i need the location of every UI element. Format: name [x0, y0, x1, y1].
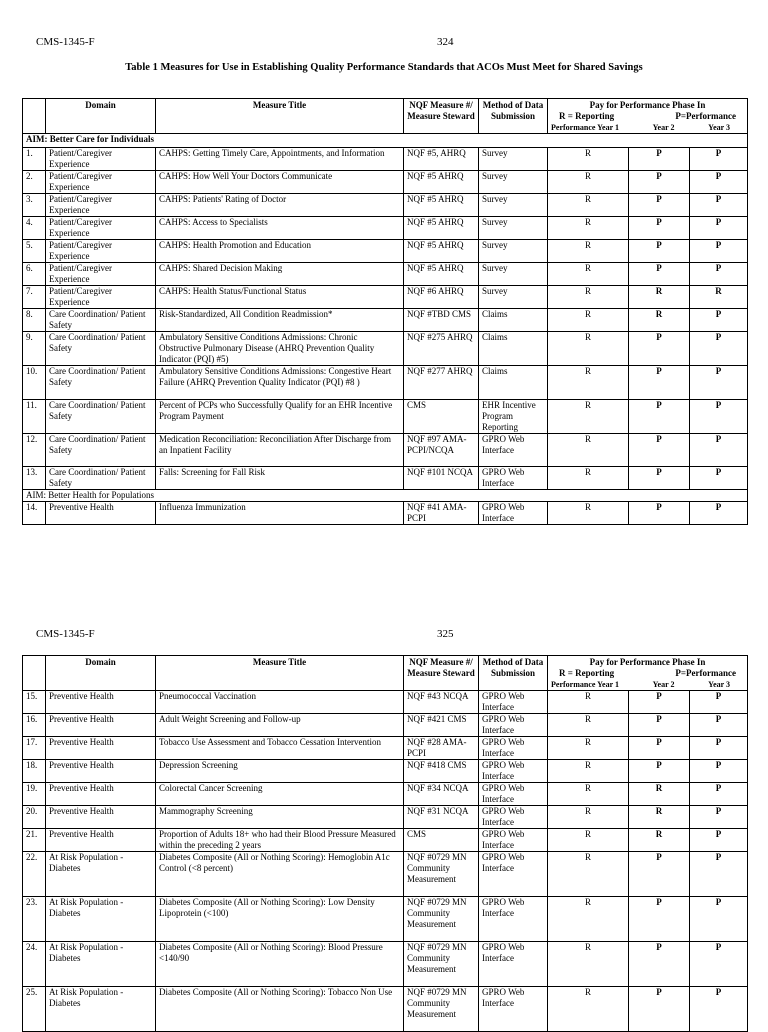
row-number: 13. [23, 467, 46, 490]
domain-header: Domain [46, 656, 156, 691]
table-row [23, 714, 748, 737]
year3-cell: P [690, 263, 748, 286]
year1-cell: R [548, 194, 629, 217]
year1-cell: R [548, 714, 629, 737]
table-row [23, 897, 748, 942]
year3-cell: P [690, 829, 748, 852]
year1-cell: R [548, 400, 629, 434]
year2-cell: P [629, 987, 690, 1032]
row-number: 19. [23, 783, 46, 806]
table-row [23, 332, 748, 366]
row-number: 15. [23, 691, 46, 714]
table-row [23, 502, 748, 525]
year1-cell: R [548, 502, 629, 525]
year2-cell: P [629, 194, 690, 217]
year2-cell: P [629, 760, 690, 783]
year3-cell: P [690, 400, 748, 434]
row-number: 1. [23, 148, 46, 171]
measure-title-cell: CAHPS: Health Promotion and Education [156, 240, 404, 263]
measures-table-page-2 [22, 655, 748, 1032]
pfp-p-legend: P=Performance [675, 111, 737, 121]
year1-cell: R [548, 806, 629, 829]
method-cell: GPRO Web Interface [479, 806, 548, 829]
nqf-cell: NQF #5 AHRQ [404, 263, 479, 286]
year2-label: Year 2 [652, 123, 675, 132]
year3-cell: P [690, 714, 748, 737]
year1-cell: R [548, 737, 629, 760]
row-number: 18. [23, 760, 46, 783]
domain-cell: At Risk Population - Diabetes [46, 852, 156, 897]
table-header-row-page-2 [23, 656, 748, 691]
year3-cell: P [690, 806, 748, 829]
year1-cell: R [548, 760, 629, 783]
table-row [23, 783, 748, 806]
row-number: 6. [23, 263, 46, 286]
year3-cell: P [690, 737, 748, 760]
year1-cell: R [548, 852, 629, 897]
year3-label: Year 3 [708, 680, 731, 689]
nqf-cell: NQF #5 AHRQ [404, 171, 479, 194]
year1-cell: R [548, 829, 629, 852]
measure-title-cell: CAHPS: Health Status/Functional Status [156, 286, 404, 309]
table-row [23, 366, 748, 400]
measure-title-cell: Depression Screening [156, 760, 404, 783]
table-title: Table 1 Measures for Use in Establishing Quality Performance Standards that ACOs Must Meet for Shared Savings [125, 62, 643, 73]
table-row [23, 987, 748, 1032]
nqf-cell: NQF #TBD CMS [404, 309, 479, 332]
table-row [23, 737, 748, 760]
year2-cell: P [629, 217, 690, 240]
measure-title-cell: Risk-Standardized, All Condition Readmission* [156, 309, 404, 332]
table-row [23, 309, 748, 332]
year1-cell: R [548, 987, 629, 1032]
year2-cell: P [629, 897, 690, 942]
nqf-cell: NQF #6 AHRQ [404, 286, 479, 309]
table-row [23, 852, 748, 897]
method-cell: Survey [479, 171, 548, 194]
year1-cell: R [548, 148, 629, 171]
row-number: 24. [23, 942, 46, 987]
pfp-title: Pay for Performance Phase In [589, 100, 706, 110]
measure-title-cell: Mammography Screening [156, 806, 404, 829]
year3-cell: P [690, 332, 748, 366]
domain-cell: At Risk Population - Diabetes [46, 987, 156, 1032]
year1-cell: R [548, 691, 629, 714]
table-row [23, 760, 748, 783]
domain-cell: Preventive Health [46, 783, 156, 806]
year2-cell: P [629, 714, 690, 737]
row-number: 5. [23, 240, 46, 263]
row-number: 2. [23, 171, 46, 194]
aim-row [23, 134, 748, 148]
year1-cell: R [548, 366, 629, 400]
nqf-cell: NQF #34 NCQA [404, 783, 479, 806]
year2-cell: P [629, 691, 690, 714]
pfp-p-legend: P=Performance [675, 668, 737, 678]
method-cell: GPRO Web Interface [479, 737, 548, 760]
method-cell: Survey [479, 263, 548, 286]
method-cell: Survey [479, 240, 548, 263]
row-number: 11. [23, 400, 46, 434]
method-cell: GPRO Web Interface [479, 987, 548, 1032]
row-number: 16. [23, 714, 46, 737]
measure-title-cell: Ambulatory Sensitive Conditions Admissions: Congestive Heart Failure (AHRQ Prevention Quality Indicator (PQI) #8 ) [156, 366, 404, 400]
year2-cell: P [629, 240, 690, 263]
year2-cell: R [629, 286, 690, 309]
nqf-cell: NQF #418 CMS [404, 760, 479, 783]
measure-title-cell: Falls: Screening for Fall Risk [156, 467, 404, 490]
aim-better-care: AIM: Better Care for Individuals [23, 134, 748, 148]
table-row [23, 263, 748, 286]
year3-cell: P [690, 434, 748, 467]
pfp-title: Pay for Performance Phase In [589, 657, 706, 667]
domain-cell: Care Coordination/ Patient Safety [46, 467, 156, 490]
domain-cell: Patient/Caregiver Experience [46, 171, 156, 194]
method-cell: GPRO Web Interface [479, 434, 548, 467]
nqf-cell: NQF #31 NCQA [404, 806, 479, 829]
domain-cell: Patient/Caregiver Experience [46, 263, 156, 286]
measure-title-cell: Diabetes Composite (All or Nothing Scoring): Low Density Lipoprotein (<100) [156, 897, 404, 942]
year2-cell: P [629, 434, 690, 467]
method-cell: GPRO Web Interface [479, 502, 548, 525]
page-number: 324 [437, 36, 454, 48]
year1-cell: R [548, 434, 629, 467]
measure-title-header: Measure Title [156, 656, 404, 691]
domain-cell: Preventive Health [46, 691, 156, 714]
domain-cell: Care Coordination/ Patient Safety [46, 400, 156, 434]
row-number: 12. [23, 434, 46, 467]
domain-cell: Preventive Health [46, 737, 156, 760]
year1-cell: R [548, 309, 629, 332]
nqf-cell: NQF #275 AHRQ [404, 332, 479, 366]
domain-cell: Care Coordination/ Patient Safety [46, 434, 156, 467]
num-header [23, 99, 46, 134]
measure-title-cell: Ambulatory Sensitive Conditions Admissions: Chronic Obstructive Pulmonary Disease (AHRQ Prevention Quality Indicator (PQI) #5) [156, 332, 404, 366]
table-row [23, 806, 748, 829]
year1-cell: R [548, 942, 629, 987]
method-cell: EHR Incentive Program Reporting [479, 400, 548, 434]
year3-label: Year 3 [708, 123, 731, 132]
year2-cell: P [629, 942, 690, 987]
nqf-cell: NQF #277 AHRQ [404, 366, 479, 400]
table-row [23, 434, 748, 467]
year3-cell: P [690, 783, 748, 806]
aim-row [23, 490, 748, 502]
domain-cell: Preventive Health [46, 502, 156, 525]
year3-cell: P [690, 760, 748, 783]
year1-label: Performance Year 1 [551, 680, 619, 689]
table-row [23, 217, 748, 240]
year1-cell: R [548, 783, 629, 806]
nqf-cell: NQF #5, AHRQ [404, 148, 479, 171]
table-row [23, 194, 748, 217]
method-cell: GPRO Web Interface [479, 852, 548, 897]
method-cell: GPRO Web Interface [479, 897, 548, 942]
year3-cell: P [690, 852, 748, 897]
year2-cell: P [629, 467, 690, 490]
year1-cell: R [548, 332, 629, 366]
method-cell: GPRO Web Interface [479, 760, 548, 783]
year1-cell: R [548, 171, 629, 194]
year2-cell: P [629, 852, 690, 897]
row-number: 10. [23, 366, 46, 400]
measure-title-cell: Colorectal Cancer Screening [156, 783, 404, 806]
nqf-cell: NQF #5 AHRQ [404, 194, 479, 217]
year1-label: Performance Year 1 [551, 123, 619, 132]
year3-cell: P [690, 194, 748, 217]
measure-title-cell: Proportion of Adults 18+ who had their Blood Pressure Measured within the preceding 2 years [156, 829, 404, 852]
document-id-page-2: CMS-1345-F [36, 628, 95, 640]
table-row [23, 942, 748, 987]
nqf-cell: NQF #0729 MN Community Measurement [404, 987, 479, 1032]
row-number: 17. [23, 737, 46, 760]
year2-cell: P [629, 502, 690, 525]
year3-cell: P [690, 171, 748, 194]
domain-cell: Care Coordination/ Patient Safety [46, 366, 156, 400]
row-number: 22. [23, 852, 46, 897]
table-row [23, 400, 748, 434]
domain-cell: Patient/Caregiver Experience [46, 240, 156, 263]
year2-cell: P [629, 263, 690, 286]
method-cell: Claims [479, 309, 548, 332]
year3-cell: P [690, 897, 748, 942]
measure-title-cell: Diabetes Composite (All or Nothing Scoring): Hemoglobin A1c Control (<8 percent) [156, 852, 404, 897]
domain-cell: Preventive Health [46, 806, 156, 829]
nqf-header: NQF Measure #/ Measure Steward [404, 656, 479, 691]
year2-label: Year 2 [652, 680, 675, 689]
domain-cell: Care Coordination/ Patient Safety [46, 309, 156, 332]
nqf-cell: NQF #101 NCQA [404, 467, 479, 490]
method-cell: GPRO Web Interface [479, 714, 548, 737]
domain-cell: Patient/Caregiver Experience [46, 148, 156, 171]
year3-cell: P [690, 987, 748, 1032]
year3-cell: P [690, 217, 748, 240]
domain-header: Domain [46, 99, 156, 134]
method-header: Method of Data Submission [479, 99, 548, 134]
page-number-page-2: 325 [437, 628, 454, 640]
year3-cell: P [690, 942, 748, 987]
year2-cell: R [629, 806, 690, 829]
nqf-cell: NQF #5 AHRQ [404, 217, 479, 240]
method-cell: Survey [479, 286, 548, 309]
nqf-cell: NQF #421 CMS [404, 714, 479, 737]
year2-cell: P [629, 332, 690, 366]
measure-title-cell: Adult Weight Screening and Follow-up [156, 714, 404, 737]
measure-title-cell: Tobacco Use Assessment and Tobacco Cessation Intervention [156, 737, 404, 760]
domain-cell: At Risk Population - Diabetes [46, 942, 156, 987]
year3-cell: P [690, 148, 748, 171]
row-number: 9. [23, 332, 46, 366]
row-number: 25. [23, 987, 46, 1032]
method-cell: GPRO Web Interface [479, 829, 548, 852]
table-row [23, 240, 748, 263]
num-header [23, 656, 46, 691]
year3-cell: P [690, 467, 748, 490]
pfp-header [548, 656, 748, 691]
nqf-cell: NQF #5 AHRQ [404, 240, 479, 263]
domain-cell: Preventive Health [46, 714, 156, 737]
domain-cell: Care Coordination/ Patient Safety [46, 332, 156, 366]
nqf-cell: NQF #43 NCQA [404, 691, 479, 714]
nqf-cell: NQF #0729 MN Community Measurement [404, 897, 479, 942]
method-cell: Survey [479, 217, 548, 240]
pfp-header [548, 99, 748, 134]
row-number: 8. [23, 309, 46, 332]
aim-better-health: AIM: Better Health for Populations [23, 490, 748, 502]
row-number: 3. [23, 194, 46, 217]
year1-cell: R [548, 286, 629, 309]
measure-title-cell: Influenza Immunization [156, 502, 404, 525]
row-number: 4. [23, 217, 46, 240]
measure-title-cell: CAHPS: Shared Decision Making [156, 263, 404, 286]
year1-cell: R [548, 217, 629, 240]
measure-title-cell: CAHPS: Access to Specialists [156, 217, 404, 240]
pfp-r-legend: R = Reporting [559, 111, 615, 121]
method-header: Method of Data Submission [479, 656, 548, 691]
pfp-r-legend: R = Reporting [559, 668, 615, 678]
year2-cell: P [629, 400, 690, 434]
measure-title-cell: Medication Reconciliation: Reconciliation After Discharge from an Inpatient Facility [156, 434, 404, 467]
year2-cell: P [629, 171, 690, 194]
year3-cell: P [690, 309, 748, 332]
nqf-cell: NQF #0729 MN Community Measurement [404, 852, 479, 897]
domain-cell: Preventive Health [46, 829, 156, 852]
table-row [23, 171, 748, 194]
method-cell: GPRO Web Interface [479, 942, 548, 987]
method-cell: Survey [479, 194, 548, 217]
domain-cell: At Risk Population - Diabetes [46, 897, 156, 942]
measure-title-cell: Pneumococcal Vaccination [156, 691, 404, 714]
year2-cell: P [629, 148, 690, 171]
document-id: CMS-1345-F [36, 36, 95, 48]
nqf-cell: NQF #28 AMA-PCPI [404, 737, 479, 760]
row-number: 14. [23, 502, 46, 525]
table-row [23, 467, 748, 490]
year1-cell: R [548, 897, 629, 942]
table-row [23, 148, 748, 171]
year1-cell: R [548, 263, 629, 286]
year2-cell: R [629, 783, 690, 806]
year3-cell: P [690, 502, 748, 525]
method-cell: GPRO Web Interface [479, 783, 548, 806]
year3-cell: R [690, 286, 748, 309]
domain-cell: Patient/Caregiver Experience [46, 217, 156, 240]
measure-title-cell: CAHPS: Getting Timely Care, Appointments, and Information [156, 148, 404, 171]
method-cell: Claims [479, 366, 548, 400]
year3-cell: P [690, 366, 748, 400]
year1-cell: R [548, 467, 629, 490]
year3-cell: P [690, 691, 748, 714]
measure-title-cell: Percent of PCPs who Successfully Qualify for an EHR Incentive Program Payment [156, 400, 404, 434]
row-number: 20. [23, 806, 46, 829]
measure-title-cell: CAHPS: How Well Your Doctors Communicate [156, 171, 404, 194]
row-number: 21. [23, 829, 46, 852]
year3-cell: P [690, 240, 748, 263]
table-header-row [23, 99, 748, 134]
row-number: 7. [23, 286, 46, 309]
nqf-cell: NQF #97 AMA-PCPI/NCQA [404, 434, 479, 467]
measures-table-page-1 [22, 98, 748, 525]
nqf-cell: NQF #41 AMA-PCPI [404, 502, 479, 525]
measure-title-cell: Diabetes Composite (All or Nothing Scoring): Tobacco Non Use [156, 987, 404, 1032]
nqf-cell: NQF #0729 MN Community Measurement [404, 942, 479, 987]
domain-cell: Patient/Caregiver Experience [46, 286, 156, 309]
year2-cell: P [629, 737, 690, 760]
nqf-cell: CMS [404, 829, 479, 852]
domain-cell: Preventive Health [46, 760, 156, 783]
year2-cell: R [629, 829, 690, 852]
method-cell: GPRO Web Interface [479, 467, 548, 490]
domain-cell: Patient/Caregiver Experience [46, 194, 156, 217]
year1-cell: R [548, 240, 629, 263]
year2-cell: P [629, 366, 690, 400]
measure-title-header: Measure Title [156, 99, 404, 134]
table-row [23, 829, 748, 852]
nqf-cell: CMS [404, 400, 479, 434]
measure-title-cell: Diabetes Composite (All or Nothing Scoring): Blood Pressure <140/90 [156, 942, 404, 987]
table-row [23, 691, 748, 714]
method-cell: Survey [479, 148, 548, 171]
table-row [23, 286, 748, 309]
measure-title-cell: CAHPS: Patients' Rating of Doctor [156, 194, 404, 217]
nqf-header: NQF Measure #/ Measure Steward [404, 99, 479, 134]
year2-cell: R [629, 309, 690, 332]
method-cell: GPRO Web Interface [479, 691, 548, 714]
row-number: 23. [23, 897, 46, 942]
method-cell: Claims [479, 332, 548, 366]
